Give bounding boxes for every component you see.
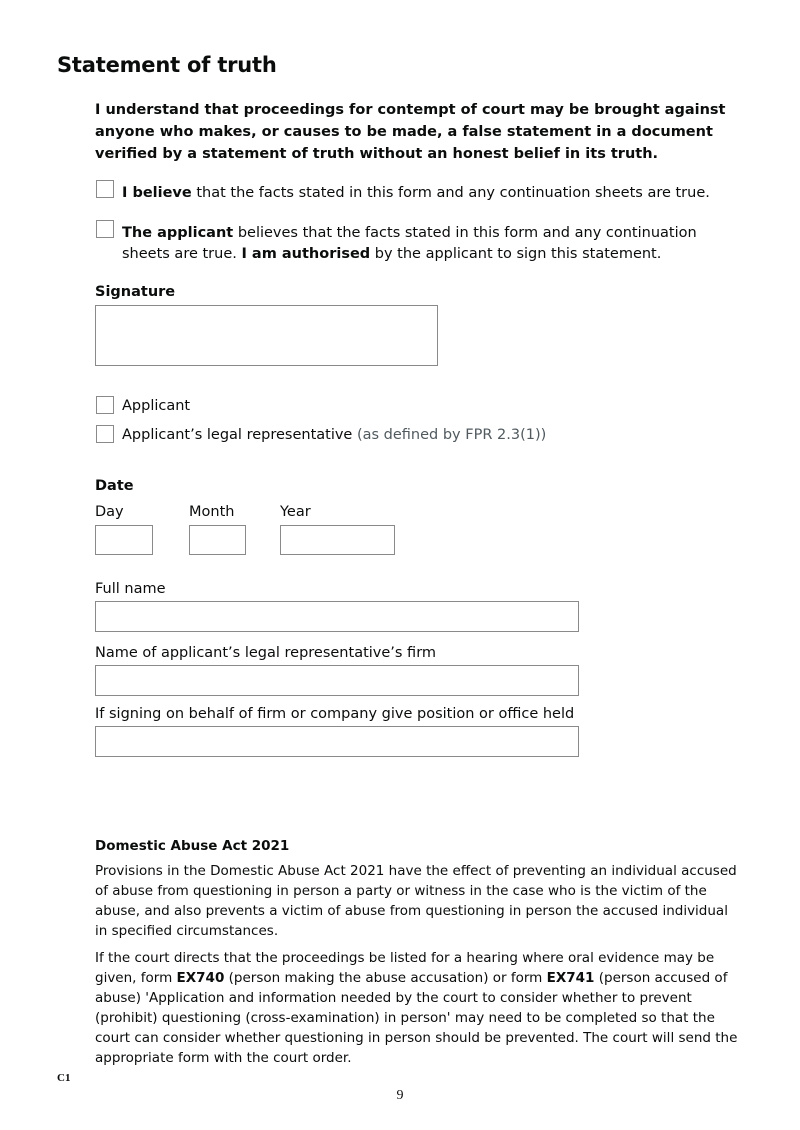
applicant-label: Applicant (122, 398, 191, 414)
firm-name-label: Name of applicant’s legal representative’s firm (95, 645, 437, 661)
authorised-rest: by the applicant to sign this statement. (370, 246, 662, 262)
i-believe-bold: I believe (122, 185, 192, 201)
applicant-believes-checkbox[interactable] (96, 220, 114, 238)
applicant-bold: The applicant (122, 225, 234, 241)
domestic-abuse-heading: Domestic Abuse Act 2021 (95, 838, 290, 854)
year-input[interactable] (280, 525, 395, 555)
fpr-note: (as defined by FPR 2.3(1)) (352, 427, 547, 443)
para2-part-a: If the court directs that the proceedings be listed for a hearing where oral evidence may be given, form (95, 950, 715, 986)
applicant-checkbox[interactable] (96, 396, 114, 414)
form-code: C1 (57, 1072, 71, 1084)
legal-representative-text: Applicant’s legal representative (122, 427, 353, 443)
day-label: Day (95, 504, 124, 520)
signature-field[interactable] (95, 305, 438, 366)
legal-representative-label (122, 427, 546, 443)
month-label: Month (189, 504, 235, 520)
authorised-bold: I am authorised (241, 246, 371, 262)
para2-part-c: (person making the abuse accusation) or form (224, 970, 547, 986)
position-input[interactable] (95, 726, 579, 757)
applicant-believes-rest: believes that the facts stated in this form and any continuation sheets are true. (122, 225, 697, 262)
full-name-input[interactable] (95, 601, 579, 632)
i-believe-checkbox[interactable] (96, 180, 114, 198)
i-believe-rest: that the facts stated in this form and any continuation sheets are true. (191, 185, 710, 201)
firm-name-input[interactable] (95, 665, 579, 696)
page-number: 9 (396, 1088, 404, 1103)
year-label: Year (280, 504, 311, 520)
day-input[interactable] (95, 525, 153, 555)
signature-label: Signature (95, 284, 176, 300)
date-label: Date (95, 478, 134, 494)
domestic-abuse-para-2 (95, 948, 740, 1068)
ex740-form: EX740 (176, 970, 225, 986)
month-input[interactable] (189, 525, 246, 555)
applicant-believes-text (122, 223, 742, 265)
statement-intro: I understand that proceedings for contempt of court may be brought against anyone who makes, or causes to be made, a false statement in a document verified by a statement of truth without an honest belief in its truth. (95, 102, 726, 162)
position-label: If signing on behalf of firm or company give position or office held (95, 706, 575, 722)
para2-part-e: (person accused of abuse) 'Application and information needed by the court to consider whether to prevent (prohibit) questioning (cross-examination) in person' may need to be completed so that the court can consider whether questioning in person should be prevented. The court will send the appropriate form with the court order. (95, 970, 738, 1066)
domestic-abuse-para-1: Provisions in the Domestic Abuse Act 2021 have the effect of preventing an individual accused of abuse from questioning in person a party or witness in the case who is the victim of the abuse, and also prevents a victim of abuse from questioning in person the accused individual in specified circumstances. (95, 863, 737, 939)
section-title: Statement of truth (57, 53, 277, 77)
legal-representative-checkbox[interactable] (96, 425, 114, 443)
i-believe-text (122, 183, 742, 204)
ex741-form: EX741 (546, 970, 595, 986)
full-name-label: Full name (95, 581, 166, 597)
